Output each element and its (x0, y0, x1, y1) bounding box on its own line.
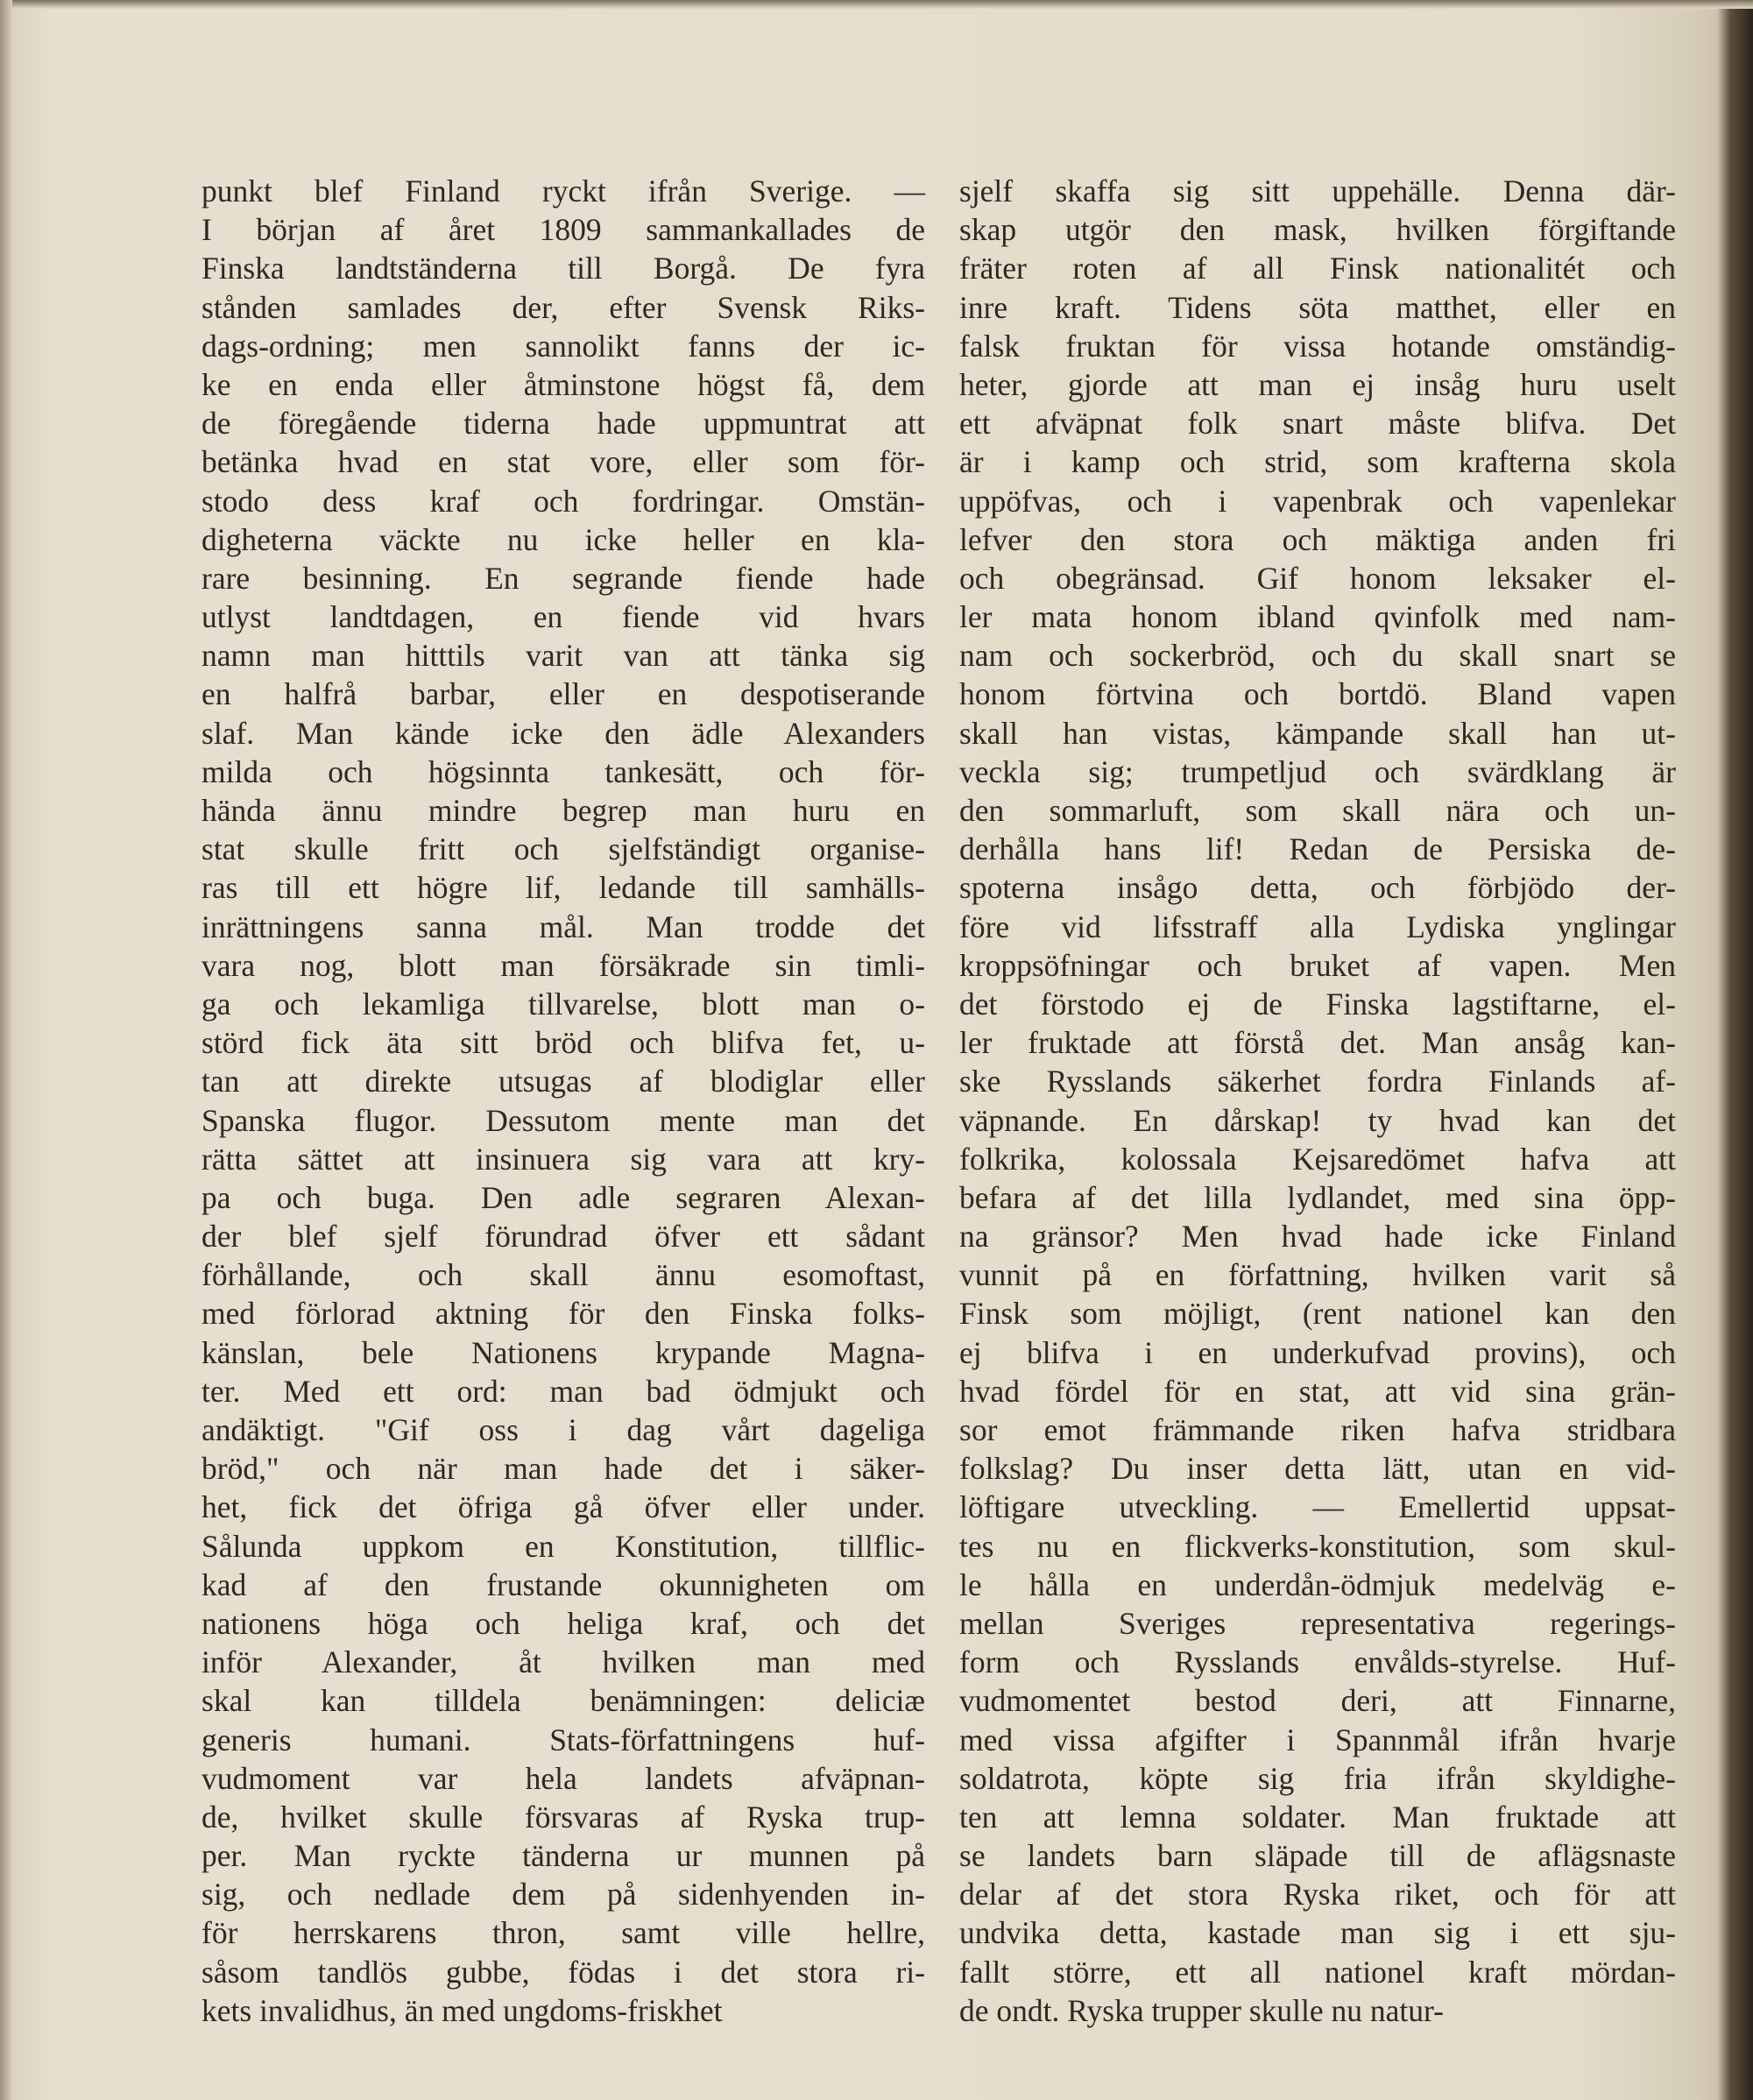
right-column-line: lefver den stora och mäktiga anden fri (959, 521, 1676, 557)
right-column-line: sor emot främmande riken hafva stridbara (959, 1412, 1676, 1447)
left-column-line: ras till ett högre lif, ledande till samhälls- (201, 870, 925, 906)
right-column-line: ske Rysslands säkerhet fordra Finlands af- (959, 1064, 1676, 1099)
page-top-edge (0, 0, 1753, 9)
right-column-line: fallt större, ett all nationel kraft mördan- (959, 1954, 1676, 1990)
right-column-line: nam och sockerbröd, och du skall snart se (959, 638, 1676, 674)
left-column-line: känslan, bele Nationens krypande Magna- (201, 1334, 925, 1370)
left-column-line: de, hvilket skulle försvaras af Ryska trup- (201, 1799, 925, 1835)
left-column-line: bröd," och när man hade det i säker- (201, 1451, 925, 1487)
left-column-line: utlyst landtdagen, en fiende vid hvars (201, 599, 925, 635)
right-column-line: ten att lemna soldater. Man fruktade att (959, 1799, 1676, 1835)
left-column-line: rare besinning. En segrande fiende hade (201, 560, 925, 596)
left-column-line: nationens höga och heliga kraf, och det (201, 1605, 925, 1641)
left-column-line: I början af året 1809 sammankallades de (201, 212, 925, 248)
right-column-line: heter, gjorde att man ej insåg huru uselt (959, 366, 1676, 402)
left-column-line: slaf. Man kände icke den ädle Alexanders (201, 715, 925, 751)
right-column-line: folkrika, kolossala Kejsaredömet hafva att (959, 1141, 1676, 1177)
right-column-line: med vissa afgifter i Spannmål ifrån hvarje (959, 1722, 1676, 1757)
left-column-line: stat skulle fritt och sjelfständigt organise- (201, 831, 925, 867)
left-column-line: generis humani. Stats-författningens huf- (201, 1722, 925, 1757)
right-column-line: ett afväpnat folk snart måste blifva. Det (959, 406, 1676, 442)
right-column-line: Finsk som möjligt, (rent nationel kan den (959, 1296, 1676, 1332)
left-column-line: störd fick äta sitt bröd och blifva fet, u- (201, 1025, 925, 1061)
left-column-line: tan att direkte utsugas af blodiglar eller (201, 1064, 925, 1099)
right-column-line: ler fruktade att förstå det. Man ansåg kan- (959, 1025, 1676, 1061)
right-column-line: kroppsöfningar och bruket af vapen. Men (959, 947, 1676, 983)
left-column-line: milda och högsinnta tankesätt, och för- (201, 753, 925, 789)
left-column-line: ter. Med ett ord: man bad ödmjukt och (201, 1373, 925, 1409)
right-column-line: befara af det lilla lydlandet, med sina öpp- (959, 1179, 1676, 1215)
left-column-line: inrättningens sanna mål. Man trodde det (201, 909, 925, 944)
right-column-line: uppöfvas, och i vapenbrak och vapenlekar (959, 483, 1676, 519)
left-column-line: de föregående tiderna hade uppmuntrat att (201, 406, 925, 442)
right-column-line: derhålla hans lif! Redan de Persiska de- (959, 831, 1676, 867)
left-column-line: vudmoment var hela landets afväpnan- (201, 1760, 925, 1796)
left-column-line: het, fick det öfriga gå öfver eller under. (201, 1489, 925, 1525)
right-column-line: sjelf skaffa sig sitt uppehälle. Denna där- (959, 173, 1676, 209)
right-column-line: det förstodo ej de Finska lagstiftarne, el- (959, 986, 1676, 1022)
right-column-line: skap utgör den mask, hvilken förgiftande (959, 212, 1676, 248)
left-column-line: stodo dess kraf och fordringar. Omstän- (201, 483, 925, 519)
left-column-line: punkt blef Finland ryckt ifrån Sverige. — (201, 173, 925, 209)
left-column-line: dags-ordning; men sannolikt fanns der ic- (201, 328, 925, 364)
right-column-line: ler mata honom ibland qvinfolk med nam- (959, 599, 1676, 635)
binding-gutter (0, 0, 12, 2100)
right-column-line: mellan Sveriges representativa regerings- (959, 1605, 1676, 1641)
left-column-line: ke en enda eller åtminstone högst få, dem (201, 366, 925, 402)
right-column-line: före vid lifsstraff alla Lydiska ynglingar (959, 909, 1676, 944)
left-column-line: hända ännu mindre begrep man huru en (201, 793, 925, 828)
left-column-line: Spanska flugor. Dessutom mente man det (201, 1102, 925, 1138)
right-column-line: inre kraft. Tidens söta matthet, eller en (959, 289, 1676, 325)
left-column-line: rätta sättet att insinuera sig vara att kry- (201, 1141, 925, 1177)
right-column-line: se landets barn släpade till de aflägsnaste (959, 1838, 1676, 1874)
left-column-line: kets invalidhus, än med ungdoms-friskhet (201, 1992, 723, 2028)
right-column-line: soldatrota, köpte sig fria ifrån skyldighe- (959, 1760, 1676, 1796)
left-column-line: pa och buga. Den adle segraren Alexan- (201, 1179, 925, 1215)
right-column-line: folkslag? Du inser detta lätt, utan en vid- (959, 1451, 1676, 1487)
left-column-line: Sålunda uppkom en Konstitution, tillflic- (201, 1528, 925, 1564)
left-column-line: digheterna väckte nu icke heller en kla- (201, 521, 925, 557)
left-text-column (201, 172, 925, 2030)
right-column-line: delar af det stora Ryska riket, och för att (959, 1877, 1676, 1913)
left-column-line: betänka hvad en stat vore, eller som för- (201, 444, 925, 480)
right-column-line: skall han vistas, kämpande skall han ut- (959, 715, 1676, 751)
left-column-line: stånden samlades der, efter Svensk Riks- (201, 289, 925, 325)
right-column-line: form och Rysslands envålds-styrelse. Huf- (959, 1644, 1676, 1680)
right-column-line: är i kamp och strid, som krafterna skola (959, 444, 1676, 480)
right-column-line: hvad fördel för en stat, att vid sina grän- (959, 1373, 1676, 1409)
left-column-line: inför Alexander, åt hvilken man med (201, 1644, 925, 1680)
right-column-line: den sommarluft, som skall nära och un- (959, 793, 1676, 828)
left-column-line: sig, och nedlade dem på sidenhyenden in- (201, 1877, 925, 1913)
right-column-line: spoterna insågo detta, och förbjödo der- (959, 870, 1676, 906)
left-column-line: ga och lekamliga tillvarelse, blott man o- (201, 986, 925, 1022)
left-column-line: vara nog, blott man försäkrade sin timli- (201, 947, 925, 983)
right-column-line: veckla sig; trumpetljud och svärdklang är (959, 753, 1676, 789)
left-column-line: såsom tandlös gubbe, födas i det stora ri- (201, 1954, 925, 1990)
right-column-line: ej blifva i en underkufvad provins), och (959, 1334, 1676, 1370)
right-column-line: vudmomentet bestod deri, att Finnarne, (959, 1683, 1676, 1719)
right-column-line: le hålla en underdån-ödmjuk medelväg e- (959, 1566, 1676, 1602)
left-column-line: skal kan tilldela benämningen: deliciæ (201, 1683, 925, 1719)
left-column-line: der blef sjelf förundrad öfver ett sådant (201, 1219, 925, 1255)
right-column-line: väpnande. En dårskap! ty hvad kan det (959, 1102, 1676, 1138)
left-column-line: för herrskarens thron, samt ville hellre, (201, 1915, 925, 1951)
left-column-line: andäktigt. "Gif oss i dag vårt dageliga (201, 1412, 925, 1447)
right-column-line: honom förtvina och bortdö. Bland vapen (959, 676, 1676, 712)
right-column-line: falsk fruktan för vissa hotande omständig- (959, 328, 1676, 364)
right-column-line: de ondt. Ryska trupper skulle nu natur- (959, 1992, 1444, 2028)
right-text-column (959, 172, 1676, 2030)
right-column-line: fräter roten af all Finsk nationalitét och (959, 251, 1676, 286)
right-column-line: tes nu en flickverks-konstitution, som skul- (959, 1528, 1676, 1564)
left-column-line: förhållande, och skall ännu esomoftast, (201, 1257, 925, 1293)
left-column-line: en halfrå barbar, eller en despotiserande (201, 676, 925, 712)
left-column-line: med förlorad aktning för den Finska folks- (201, 1296, 925, 1332)
right-column-line: löftigare utveckling. — Emellertid uppsat- (959, 1489, 1676, 1525)
left-column-line: Finska landtständerna till Borgå. De fyra (201, 251, 925, 286)
right-column-line: na gränsor? Men hvad hade icke Finland (959, 1219, 1676, 1255)
left-column-line: per. Man ryckte tänderna ur munnen på (201, 1838, 925, 1874)
right-column-line: vunnit på en författning, hvilken varit så (959, 1257, 1676, 1293)
right-column-line: undvika detta, kastade man sig i ett sju- (959, 1915, 1676, 1951)
left-column-line: kad af den frustande okunnigheten om (201, 1566, 925, 1602)
left-column-line: namn man hitttils varit van att tänka sig (201, 638, 925, 674)
right-column-line: och obegränsad. Gif honom leksaker el- (959, 560, 1676, 596)
